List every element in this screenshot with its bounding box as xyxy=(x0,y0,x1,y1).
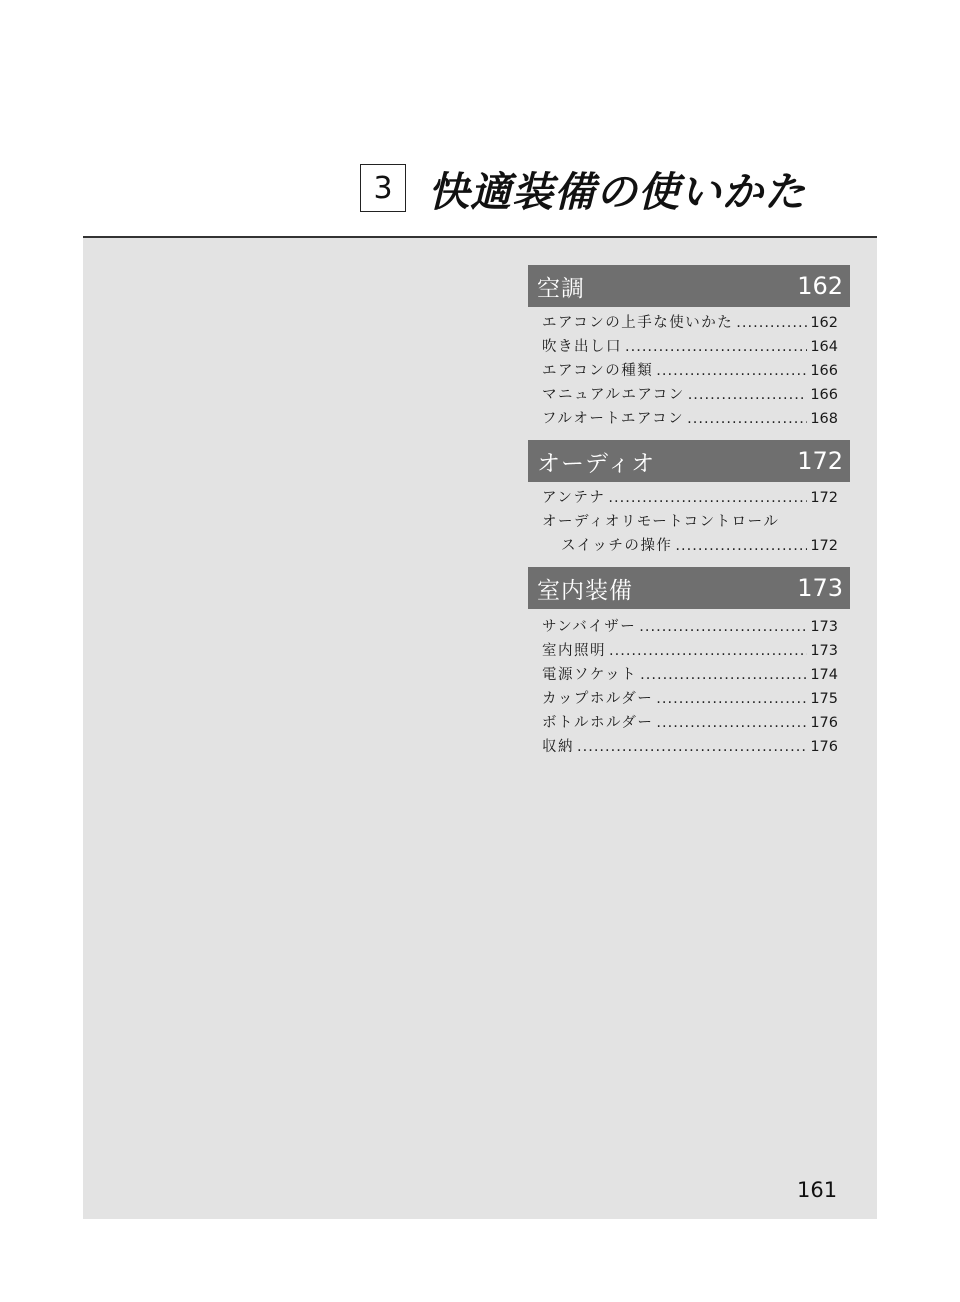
entry-page: 166 xyxy=(810,363,838,379)
entry-title: サンバイザー xyxy=(542,619,637,635)
page-number: 161 xyxy=(797,1178,838,1202)
entry-page: 173 xyxy=(810,619,838,635)
toc-entry[interactable] xyxy=(542,311,838,335)
entry-title: カップホルダー xyxy=(542,691,654,707)
entry-title-line1[interactable]: オーディオリモートコントロール xyxy=(542,514,780,530)
entry-page: 162 xyxy=(810,315,838,331)
leader-dots xyxy=(625,335,807,359)
entry-page: 176 xyxy=(810,739,838,755)
entry-page: 174 xyxy=(810,667,838,683)
toc-entry[interactable] xyxy=(542,407,838,431)
toc-section-interior xyxy=(528,567,850,759)
section-header[interactable] xyxy=(528,440,850,482)
entry-title: マニュアルエアコン xyxy=(542,387,685,403)
section-header[interactable] xyxy=(528,265,850,307)
entry-title: フルオートエアコン xyxy=(542,411,685,427)
leader-dots xyxy=(656,687,807,711)
leader-dots xyxy=(609,639,807,663)
entry-list xyxy=(528,307,850,431)
entry-title: アンテナ xyxy=(542,490,606,506)
entry-title: エアコンの上手な使いかた xyxy=(542,315,734,331)
leader-dots xyxy=(675,534,807,558)
entry-page: 172 xyxy=(810,490,838,506)
entry-title: 室内照明 xyxy=(542,643,606,659)
leader-dots xyxy=(640,663,807,687)
section-page: 173 xyxy=(797,574,843,602)
toc-entry[interactable] xyxy=(542,615,838,639)
entry-title: 収納 xyxy=(542,739,574,755)
section-header[interactable] xyxy=(528,567,850,609)
toc-entry[interactable] xyxy=(542,735,838,759)
toc-entry[interactable] xyxy=(542,383,838,407)
leader-dots xyxy=(688,383,808,407)
entry-title: ボトルホルダー xyxy=(542,715,654,731)
chapter-header xyxy=(360,160,806,216)
section-title: オーディオ xyxy=(537,450,656,477)
toc-entry[interactable] xyxy=(542,711,838,735)
entry-page: 164 xyxy=(810,339,838,355)
toc-entry[interactable] xyxy=(542,639,838,663)
section-page: 172 xyxy=(797,447,843,475)
entry-page: 173 xyxy=(810,643,838,659)
entry-page: 176 xyxy=(810,715,838,731)
entry-list xyxy=(528,609,850,759)
leader-dots xyxy=(736,311,807,335)
toc-entry[interactable] xyxy=(542,663,838,687)
leader-dots xyxy=(577,735,807,759)
toc-entry[interactable] xyxy=(542,335,838,359)
toc-entry[interactable] xyxy=(542,359,838,383)
leader-dots xyxy=(656,711,807,735)
toc-section-climate xyxy=(528,265,850,431)
chapter-number-box: 3 xyxy=(360,164,406,212)
leader-dots xyxy=(656,359,807,383)
section-title: 空調 xyxy=(537,275,585,302)
entry-page: 175 xyxy=(810,691,838,707)
leader-dots xyxy=(687,407,807,431)
entry-page: 168 xyxy=(810,411,838,427)
entry-title: 電源ソケット xyxy=(542,667,638,683)
leader-dots xyxy=(639,615,807,639)
toc-entry[interactable] xyxy=(542,687,838,711)
leader-dots xyxy=(608,486,807,510)
entry-title: 吹き出し口 xyxy=(542,339,622,355)
entry-page: 172 xyxy=(810,538,838,554)
section-title: 室内装備 xyxy=(537,577,633,604)
chapter-title: 快適装備の使いかた xyxy=(428,167,806,216)
entry-title: エアコンの種類 xyxy=(542,363,654,379)
entry-page: 166 xyxy=(810,387,838,403)
entry-title: スイッチの操作 xyxy=(561,538,673,554)
section-page: 162 xyxy=(797,272,843,300)
toc-entry[interactable] xyxy=(542,486,838,510)
entry-list xyxy=(528,482,850,558)
toc-entry[interactable] xyxy=(542,534,838,558)
toc-section-audio xyxy=(528,440,850,558)
